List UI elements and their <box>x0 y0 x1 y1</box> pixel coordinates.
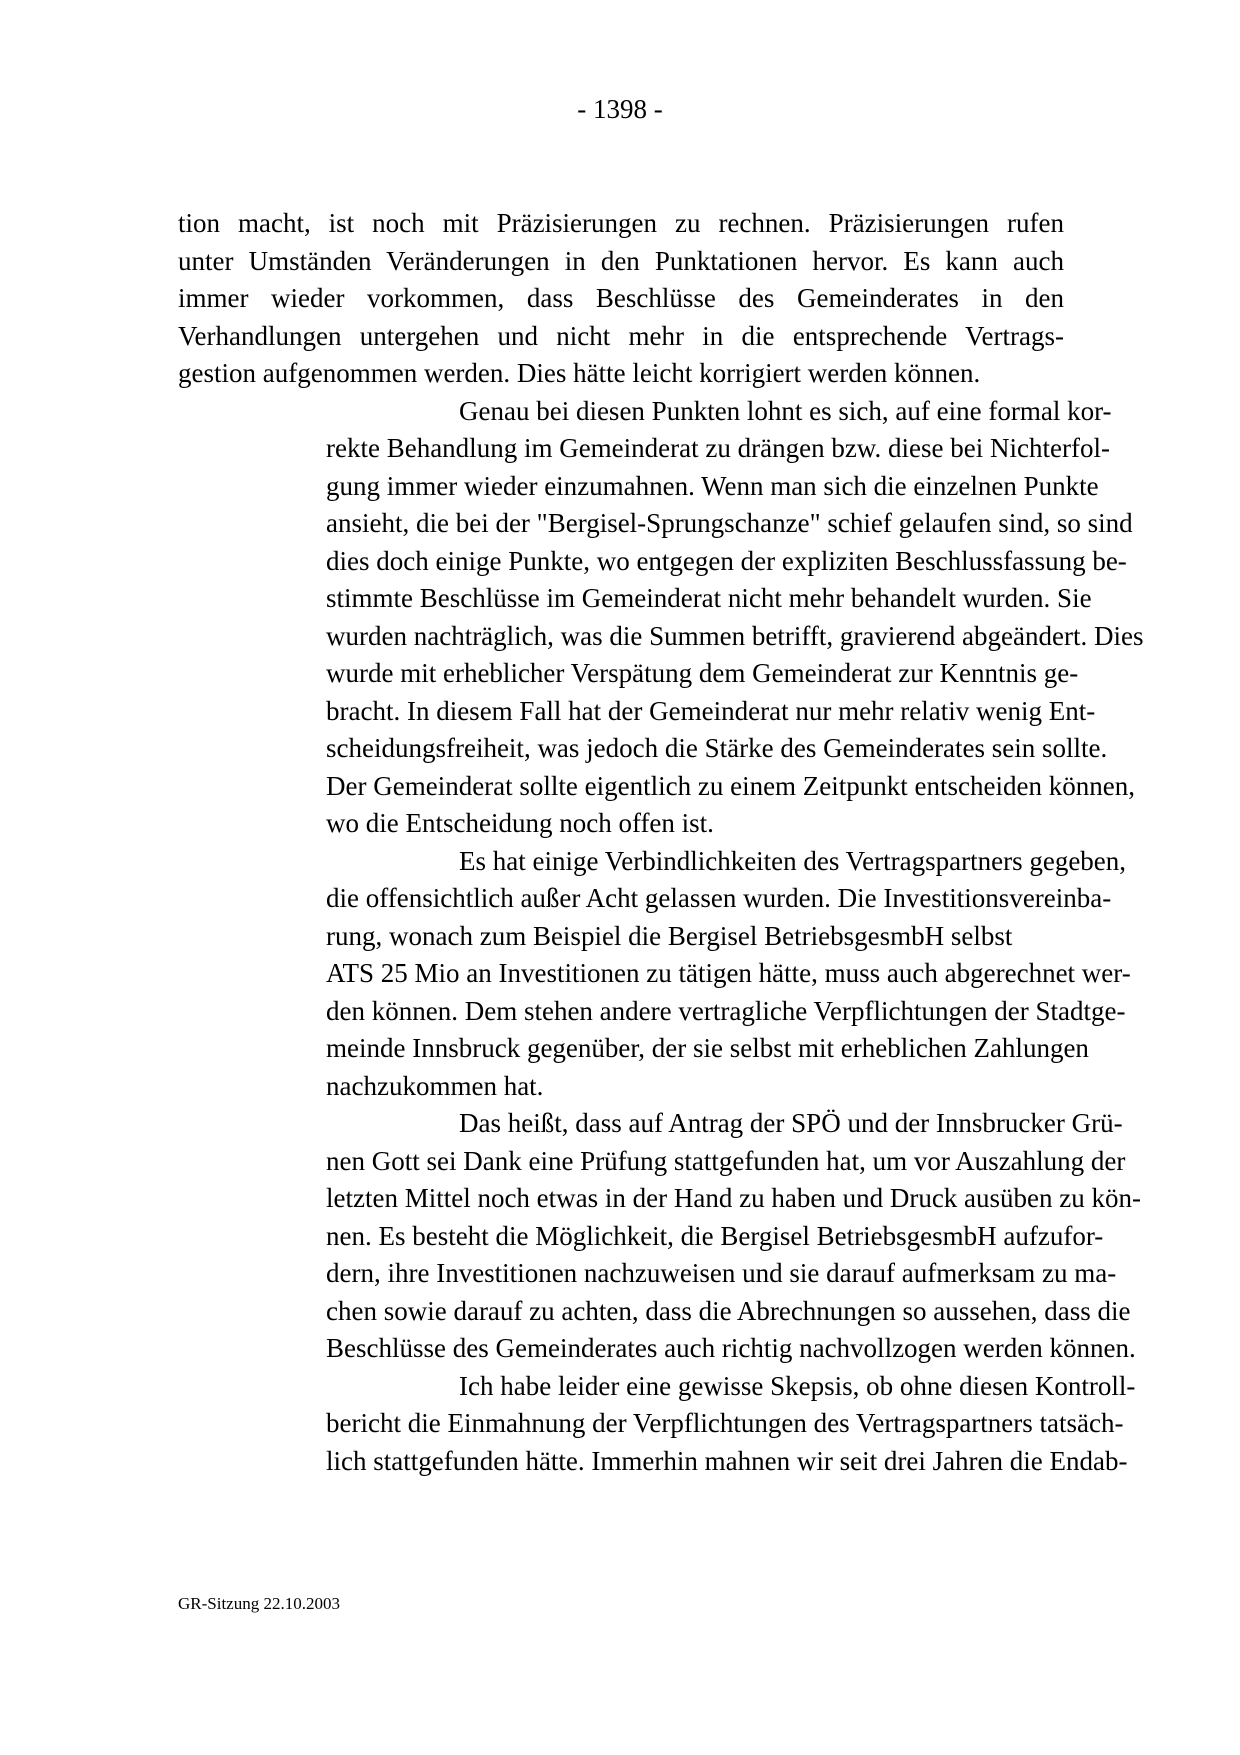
footer-session-date: GR-Sitzung 22.10.2003 <box>178 1594 340 1613</box>
text-line: immer wieder vorkommen, dass Beschlüsse des Gemeinderates in den <box>178 283 1064 313</box>
text-line: unter Umständen Veränderungen in den Punktationen hervor. Es kann auch <box>178 245 1064 276</box>
text-line: Das heißt, dass auf Antrag der SPÖ und der Innsbrucker Grü- <box>459 1108 1123 1138</box>
text-line: Ich habe leider eine gewisse Skepsis, ob ohne diesen Kontroll- <box>459 1370 1136 1401</box>
paragraph <box>178 205 1064 393</box>
page-number: - 1398 - <box>577 94 663 124</box>
text-line: wo die Entscheidung noch offen ist. <box>326 808 714 838</box>
text-line: Der Gemeinderat sollte eigentlich zu einem Zeitpunkt entscheiden können, <box>326 770 1135 801</box>
text-line: stimmte Beschlüsse im Gemeinderat nicht mehr behandelt wurden. Sie <box>326 583 1092 613</box>
text-line: gung immer wieder einzumahnen. Wenn man sich die einzelnen Punkte <box>326 470 1099 501</box>
text-line: ansieht, die bei der "Bergisel-Sprungschanze" schief gelaufen sind, so sind <box>326 508 1133 538</box>
text-line: rung, wonach zum Beispiel die Bergisel BetriebsgesmbH selbst <box>326 920 1013 951</box>
text-line: nen. Es besteht die Möglichkeit, die Bergisel BetriebsgesmbH aufzufor- <box>326 1220 1104 1251</box>
text-line: den können. Dem stehen andere vertragliche Verpflichtungen der Stadtge- <box>326 995 1126 1026</box>
paragraph <box>178 393 1144 843</box>
paragraph <box>178 1368 1136 1481</box>
text-line: meinde Innsbruck gegenüber, der sie selbst mit erheblichen Zahlungen <box>326 1033 1089 1063</box>
text-line: dies doch einige Punkte, wo entgegen der expliziten Beschlussfassung be- <box>326 545 1127 576</box>
text-line: dern, ihre Investitionen nachzuweisen und sie darauf aufmerksam zu ma- <box>326 1258 1117 1288</box>
text-line: nen Gott sei Dank eine Prüfung stattgefunden hat, um vor Auszahlung der <box>326 1145 1126 1176</box>
text-line: ATS 25 Mio an Investitionen zu tätigen hätte, muss auch abgerechnet wer- <box>326 958 1131 988</box>
paragraph <box>178 843 1131 1106</box>
text-line: bericht die Einmahnung der Verpflichtungen des Vertragspartners tatsäch- <box>326 1408 1124 1438</box>
text-line: rekte Behandlung im Gemeinderat zu drängen bzw. diese bei Nichterfol- <box>326 433 1110 463</box>
text-line: die offensichtlich außer Acht gelassen wurden. Die Investitionsvereinba- <box>326 883 1112 913</box>
text-line: scheidungsfreiheit, was jedoch die Stärke des Gemeinderates sein sollte. <box>326 733 1108 763</box>
text-line: tion macht, ist noch mit Präzisierungen zu rechnen. Präzisierungen rufen <box>178 208 1064 238</box>
text-line: wurde mit erheblicher Verspätung dem Gemeinderat zur Kenntnis ge- <box>326 658 1079 688</box>
paragraph <box>178 1105 1141 1368</box>
text-line: bracht. In diesem Fall hat der Gemeinderat nur mehr relativ wenig Ent- <box>326 695 1096 726</box>
text-line: Verhandlungen untergehen und nicht mehr in die entsprechende Vertrags- <box>178 320 1064 351</box>
text-line: Genau bei diesen Punkten lohnt es sich, auf eine formal kor- <box>459 395 1112 426</box>
text-line: wurden nachträglich, was die Summen betrifft, gravierend abgeändert. Dies <box>326 620 1144 651</box>
text-line: Beschlüsse des Gemeinderates auch richtig nachvollzogen werden können. <box>326 1333 1136 1363</box>
text-line: gestion aufgenommen werden. Dies hätte leicht korrigiert werden können. <box>178 358 981 388</box>
body-text <box>178 205 1144 1480</box>
text-line: letzten Mittel noch etwas in der Hand zu haben und Druck ausüben zu kön- <box>326 1183 1141 1213</box>
text-line: lich stattgefunden hätte. Immerhin mahnen wir seit drei Jahren die Endab- <box>326 1445 1128 1476</box>
text-line: nachzukommen hat. <box>326 1070 544 1101</box>
text-line: Es hat einige Verbindlichkeiten des Vertragspartners gegeben, <box>459 845 1127 876</box>
text-line: chen sowie darauf zu achten, dass die Abrechnungen so aussehen, dass die <box>326 1295 1131 1326</box>
